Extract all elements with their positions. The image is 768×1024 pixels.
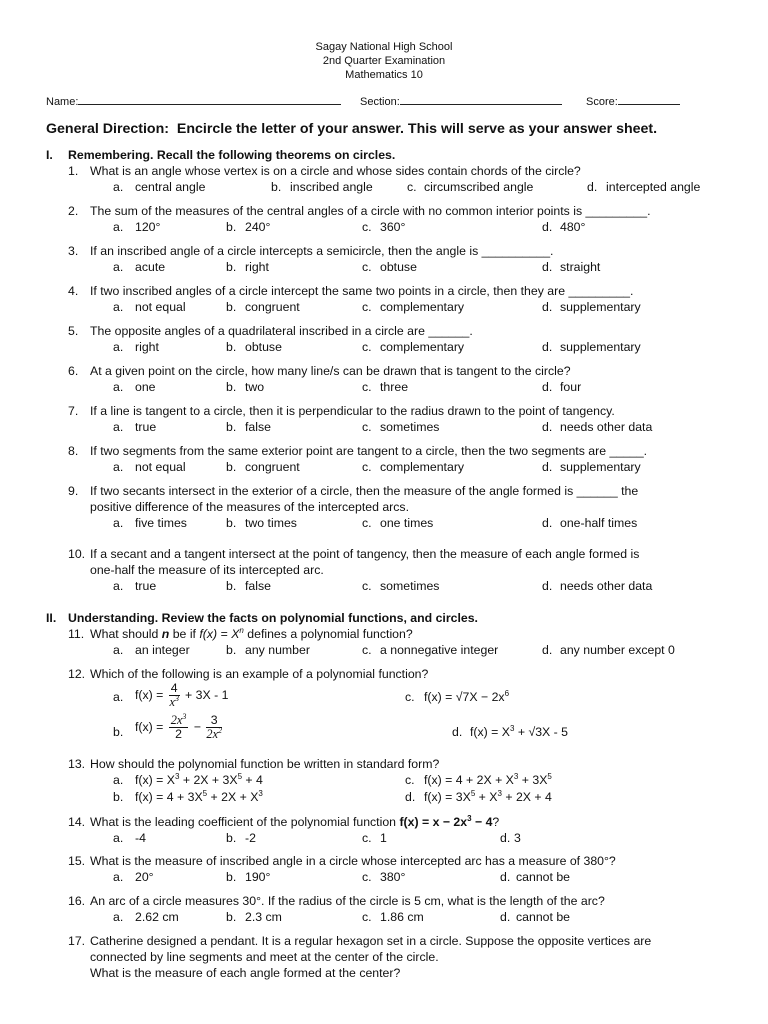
q2-choice-a-text: 120°: [135, 220, 161, 234]
q11-fx: f(x): [199, 627, 218, 641]
question-2-number: 2.: [68, 204, 79, 218]
q10-choice-a-letter[interactable]: a.: [113, 579, 124, 593]
q4-choice-d-text: supplementary: [560, 300, 641, 314]
question-17-number: 17.: [68, 934, 86, 948]
q12-choice-b-expression: [135, 711, 224, 741]
q13-choice-c-letter[interactable]: c.: [405, 773, 415, 787]
q6-choice-c-text: three: [380, 380, 409, 394]
q2-choice-c-letter[interactable]: c.: [362, 220, 372, 234]
q6-choice-b-text: two: [245, 380, 265, 394]
name-line[interactable]: [78, 93, 341, 105]
question-17-line-3: What is the measure of each angle formed at the center?: [90, 966, 401, 980]
q2-choice-c-text: 360°: [380, 220, 406, 234]
q4-choice-d-letter[interactable]: d.: [542, 300, 553, 314]
q12b-numerator-1: $2x^3$: [170, 711, 187, 727]
question-14-number: 14.: [68, 815, 86, 829]
q14-choice-b-letter[interactable]: b.: [226, 831, 237, 845]
question-2-text: The sum of the measures of the central angles of a circle with no common interior points is _________.: [90, 204, 651, 218]
question-3-text: If an inscribed angle of a circle intercepts a semicircle, then the angle is __________.: [90, 244, 554, 258]
q9-choice-a-letter[interactable]: a.: [113, 516, 124, 530]
question-4-number: 4.: [68, 284, 79, 298]
q11-exp: n: [239, 625, 244, 635]
q8-choice-b-letter[interactable]: b.: [226, 460, 237, 474]
q11-choice-d-letter[interactable]: d.: [542, 643, 553, 657]
q14-choice-c-letter[interactable]: c.: [362, 831, 372, 845]
q8-choice-a-letter[interactable]: a.: [113, 460, 124, 474]
q4-choice-b-letter[interactable]: b.: [226, 300, 237, 314]
q8-choice-d-letter[interactable]: d.: [542, 460, 553, 474]
question-1-text: What is an angle whose vertex is on a circle and whose sides contain chords of the circle?: [90, 164, 581, 178]
q16-choice-d-text: cannot be: [516, 910, 571, 924]
q9-choice-b-letter[interactable]: b.: [226, 516, 237, 530]
question-15-text: What is the measure of inscribed angle in a circle whose intercepted arc has a measure of 380°?: [90, 854, 616, 868]
q12-choice-d-expression: $f(x) = X^3 + √3X - 5$: [470, 723, 569, 739]
q12b-denominator-2: $2x^2$: [206, 725, 223, 741]
question-3-number: 3.: [68, 244, 79, 258]
q2-choice-b-text: 240°: [245, 220, 271, 234]
question-10-text-continued: one-half the measure of its intercepted arc.: [90, 563, 324, 577]
q5-choice-a-letter[interactable]: a.: [113, 340, 124, 354]
q14-function: $f(x) = x - 2x^3 - 4$: [399, 813, 493, 829]
q11-choice-d-text: any number except 0: [560, 643, 675, 657]
question-14-text: What is the leading coefficient of the polynomial function $f(x) = x - 2x^3 - 4$?: [90, 813, 500, 829]
q10-choice-d-letter[interactable]: d.: [542, 579, 553, 593]
section-field[interactable]: [360, 93, 562, 108]
q7-choice-c-letter[interactable]: c.: [362, 420, 372, 434]
q15-choice-b-text: 190°: [245, 870, 271, 884]
q12a-pre: f(x) =: [135, 687, 164, 702]
q6-choice-c-letter[interactable]: c.: [362, 380, 372, 394]
q3-choice-d-letter[interactable]: d.: [542, 260, 553, 274]
q8-choice-a-text: not equal: [135, 460, 186, 474]
q4-choice-b-text: congruent: [245, 300, 300, 314]
q4-choice-a-text: not equal: [135, 300, 186, 314]
q3-choice-b-letter[interactable]: b.: [226, 260, 237, 274]
name-field[interactable]: [46, 93, 341, 108]
question-8-text: If two segments from the same exterior point are tangent to a circle, then the two segments are _____.: [90, 444, 648, 458]
q6-choice-d-letter[interactable]: d.: [542, 380, 553, 394]
q7-choice-a-letter[interactable]: a.: [113, 420, 124, 434]
direction-label: General Direction:: [46, 121, 169, 137]
q16-choice-a-letter[interactable]: a.: [113, 910, 124, 924]
q6-choice-a-letter[interactable]: a.: [113, 380, 124, 394]
q12-choice-c-expression: $f(x) = √7X - 2x^6$: [424, 688, 510, 704]
q1-choice-d-text: intercepted angle: [606, 180, 701, 194]
q14-choice-a-letter[interactable]: a.: [113, 831, 124, 845]
name-label: Name:: [46, 96, 79, 108]
q9-choice-d-letter[interactable]: d.: [542, 516, 553, 530]
q15-choice-b-letter[interactable]: b.: [226, 870, 237, 884]
subject-title: Mathematics 10: [345, 69, 423, 81]
question-9-number: 9.: [68, 484, 79, 498]
q16-choice-b-text: 2.3 cm: [245, 910, 282, 924]
q7-choice-d-text: needs other data: [560, 420, 653, 434]
q12b-pre: f(x) =: [135, 719, 164, 734]
q7-choice-b-text: false: [245, 420, 271, 434]
q1-choice-d-letter[interactable]: d.: [587, 180, 598, 194]
q14-choice-a-text: -4: [135, 831, 146, 845]
q12-choice-a-letter[interactable]: a.: [113, 690, 124, 704]
q11-choice-a-text: an integer: [135, 643, 190, 657]
q12a-fraction: [169, 682, 180, 709]
q9-choice-b-text: two times: [245, 516, 297, 530]
q16-choice-b-letter[interactable]: b.: [226, 910, 237, 924]
q3-choice-c-letter[interactable]: c.: [362, 260, 372, 274]
q16-choice-c-letter[interactable]: c.: [362, 910, 372, 924]
q15-choice-d-letter[interactable]: d.: [500, 870, 511, 884]
q3-choice-c-text: obtuse: [380, 260, 417, 274]
q13-choice-b-expression: $f(x) = 4 + 3X^5 + 2X + X^3$: [135, 788, 263, 804]
q9-choice-d-text: one-half times: [560, 516, 638, 530]
q10-choice-c-text: sometimes: [380, 579, 440, 593]
question-12-number: 12.: [68, 667, 86, 681]
question-9-text-continued: positive difference of the measures of the intercepted arcs.: [90, 500, 409, 514]
q13-choice-a-expression: $f(x) = X^3 + 2X + 3X^5 + 4$: [135, 771, 263, 787]
q14-choice-c-text: 1: [380, 831, 387, 845]
section-label: Section:: [360, 96, 400, 108]
q15-choice-a-text: 20°: [135, 870, 154, 884]
question-6-text: At a given point on the circle, how many line/s can be drawn that is tangent to the circle?: [90, 364, 571, 378]
q13-choice-b-letter[interactable]: b.: [113, 790, 124, 804]
q15-choice-c-text: 380°: [380, 870, 406, 884]
q1-choice-c-letter[interactable]: c.: [407, 180, 417, 194]
q5-choice-d-letter[interactable]: d.: [542, 340, 553, 354]
q7-choice-b-letter[interactable]: b.: [226, 420, 237, 434]
q8-choice-b-text: congruent: [245, 460, 300, 474]
q6-choice-b-letter[interactable]: b.: [226, 380, 237, 394]
q7-choice-d-letter[interactable]: d.: [542, 420, 553, 434]
question-13-text: How should the polynomial function be written in standard form?: [90, 757, 440, 771]
q12-choice-b-letter[interactable]: b.: [113, 725, 124, 739]
q15-choice-d-text: cannot be: [516, 870, 571, 884]
q12a-denominator: $x^3$: [169, 693, 179, 709]
q10-choice-a-text: true: [135, 579, 157, 593]
question-7-number: 7.: [68, 404, 79, 418]
part1-number: I.: [46, 148, 53, 162]
q11-choice-c-text: a nonnegative integer: [380, 643, 499, 657]
question-10-number: 10.: [68, 547, 86, 561]
q8-choice-c-letter[interactable]: c.: [362, 460, 372, 474]
q5-choice-b-text: obtuse: [245, 340, 282, 354]
q2-choice-b-letter[interactable]: b.: [226, 220, 237, 234]
q12b-denominator-1: 2: [175, 727, 182, 741]
q8-choice-d-text: supplementary: [560, 460, 641, 474]
score-field[interactable]: [586, 93, 680, 108]
question-10-text: If a secant and a tangent intersect at the point of tangency, then the measure of each angle formed is: [90, 547, 640, 561]
question-16-text: An arc of a circle measures 30°. If the radius of the circle is 5 cm, what is the length of the arc?: [90, 894, 605, 908]
school-name: Sagay National High School: [315, 41, 453, 53]
q2-choice-d-text: 480°: [560, 220, 586, 234]
q16-choice-a-text: 2.62 cm: [135, 910, 179, 924]
question-7-text: If a line is tangent to a circle, then it is perpendicular to the radius drawn to the point of tangency.: [90, 404, 615, 418]
score-line[interactable]: [618, 93, 680, 105]
q11-mid: be if: [172, 627, 196, 641]
question-16-number: 16.: [68, 894, 86, 908]
part1-title: Remembering. Recall the following theorems on circles.: [68, 148, 396, 162]
q13-choice-d-letter[interactable]: d.: [405, 790, 416, 804]
q15-choice-c-letter[interactable]: c.: [362, 870, 372, 884]
q16-choice-d-letter[interactable]: d.: [500, 910, 511, 924]
q10-choice-b-text: false: [245, 579, 271, 593]
q2-choice-d-letter[interactable]: d.: [542, 220, 553, 234]
section-line[interactable]: [400, 93, 562, 105]
q15-choice-a-letter[interactable]: a.: [113, 870, 124, 884]
q11-choice-b-text: any number: [245, 643, 310, 657]
question-15-number: 15.: [68, 854, 86, 868]
question-8-number: 8.: [68, 444, 79, 458]
q1-choice-a-letter[interactable]: a.: [113, 180, 124, 194]
q16-choice-c-text: 1.86 cm: [380, 910, 424, 924]
q14-choice-b-text: -2: [245, 831, 256, 845]
q3-choice-d-text: straight: [560, 260, 601, 274]
q4-choice-a-letter[interactable]: a.: [113, 300, 124, 314]
q4-choice-c-text: complementary: [380, 300, 465, 314]
exam-title: 2nd Quarter Examination: [322, 55, 446, 67]
q9-choice-a-text: five times: [135, 516, 187, 530]
q12b-numerator-2: 3: [206, 714, 222, 728]
q12b-fraction-2: [206, 714, 222, 741]
q12-choice-a-expression: [135, 682, 228, 709]
q1-choice-c-text: circumscribed angle: [424, 180, 534, 194]
q5-choice-a-text: right: [135, 340, 159, 354]
q2-choice-a-letter[interactable]: a.: [113, 220, 124, 234]
q9-choice-c-letter[interactable]: c.: [362, 516, 372, 530]
general-direction: [46, 121, 657, 137]
question-17-line-2: connected by line segments and meet at the center of the circle.: [90, 950, 439, 964]
score-label: Score:: [586, 96, 618, 108]
q11-choice-b-letter[interactable]: b.: [226, 643, 237, 657]
q12-choice-d-letter[interactable]: d.: [452, 725, 463, 739]
question-9-text: If two secants intersect in the exterior of a circle, then the measure of the angle formed is ______ the: [90, 484, 639, 498]
q4-choice-c-letter[interactable]: c.: [362, 300, 372, 314]
q14-choice-d-letter[interactable]: d.: [500, 831, 511, 845]
q11-post: defines a polynomial function?: [247, 627, 413, 641]
q3-choice-b-text: right: [245, 260, 269, 274]
direction-text: Encircle the letter of your answer. This will serve as your answer sheet.: [176, 121, 658, 137]
question-1-number: 1.: [68, 164, 79, 178]
q12b-fraction-1: [169, 711, 189, 741]
q8-choice-c-text: complementary: [380, 460, 465, 474]
q7-choice-a-text: true: [135, 420, 157, 434]
question-11-number: 11.: [68, 627, 85, 641]
question-17-line-1: Catherine designed a pendant. It is a regular hexagon set in a circle. Suppose the opposite vertices are: [90, 934, 652, 948]
q12-choice-c-letter[interactable]: c.: [405, 690, 415, 704]
q3-choice-a-letter[interactable]: a.: [113, 260, 124, 274]
q10-choice-b-letter[interactable]: b.: [226, 579, 237, 593]
q5-choice-c-letter[interactable]: c.: [362, 340, 372, 354]
q10-choice-d-text: needs other data: [560, 579, 653, 593]
q1-choice-b-letter[interactable]: b.: [271, 180, 282, 194]
q13-choice-c-expression: $f(x) = 4 + 2X + X^3 + 3X^5$: [424, 771, 552, 787]
q7-choice-c-text: sometimes: [380, 420, 440, 434]
q11-pre: What should: [90, 627, 159, 641]
question-13-number: 13.: [68, 757, 86, 771]
q6-choice-d-text: four: [560, 380, 582, 394]
q5-choice-d-text: supplementary: [560, 340, 641, 354]
q6-choice-a-text: one: [135, 380, 156, 394]
q12b-minus: −: [193, 719, 201, 734]
q10-choice-c-letter[interactable]: c.: [362, 579, 372, 593]
q11-choice-c-letter[interactable]: c.: [362, 643, 372, 657]
q13-choice-d-expression: $f(x) = 3X^5 + X^3 + 2X + 4$: [424, 788, 552, 804]
q12a-post: + 3X - 1: [185, 687, 229, 702]
q5-choice-c-text: complementary: [380, 340, 465, 354]
q1-choice-a-text: central angle: [135, 180, 206, 194]
question-4-text: If two inscribed angles of a circle intercept the same two points in a circle, then they are _________.: [90, 284, 634, 298]
part2-number: II.: [46, 611, 57, 625]
question-6-number: 6.: [68, 364, 79, 378]
q5-choice-b-letter[interactable]: b.: [226, 340, 237, 354]
q11-choice-a-letter[interactable]: a.: [113, 643, 124, 657]
question-5-text: The opposite angles of a quadrilateral inscribed in a circle are ______.: [90, 324, 473, 338]
q12a-numerator: 4: [170, 681, 178, 695]
q9-choice-c-text: one times: [380, 516, 434, 530]
q14-choice-d-text: 3: [514, 831, 521, 845]
part2-title: Understanding. Review the facts on polynomial functions, and circles.: [68, 611, 478, 625]
q1-choice-b-text: inscribed angle: [290, 180, 373, 194]
question-5-number: 5.: [68, 324, 79, 338]
q11-eq: =: [220, 627, 228, 641]
q13-choice-a-letter[interactable]: a.: [113, 773, 124, 787]
q3-choice-a-text: acute: [135, 260, 166, 274]
question-11-text: [90, 627, 413, 641]
q11-n: n: [161, 627, 170, 641]
question-12-text: Which of the following is an example of a polynomial function?: [90, 667, 429, 681]
q11-x: X: [231, 627, 240, 641]
